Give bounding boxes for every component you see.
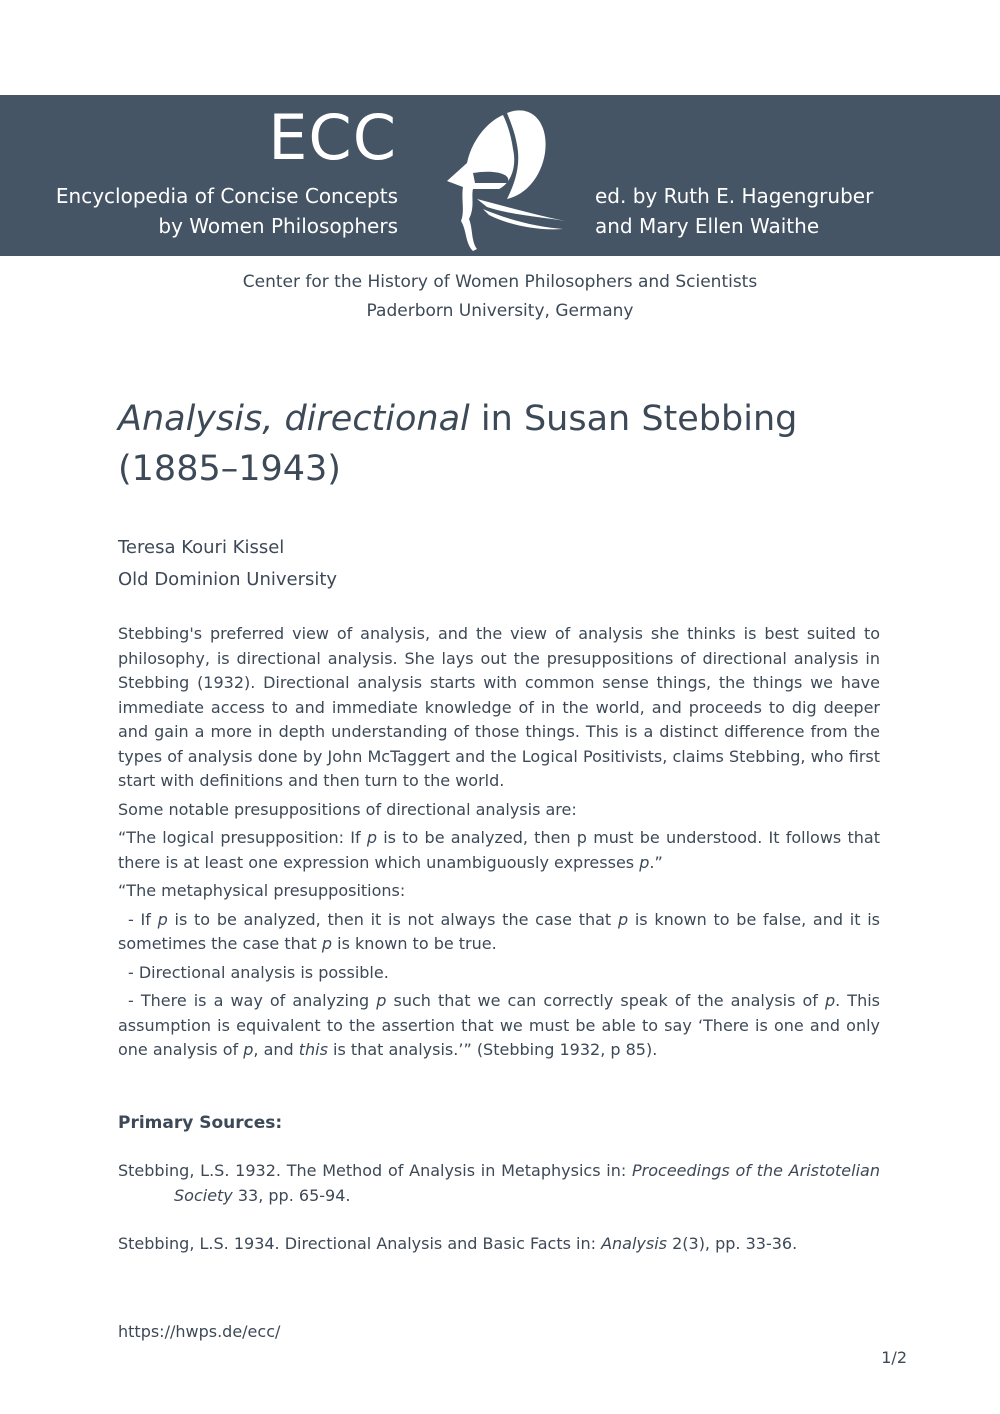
metaphysical-heading: “The metaphysical presuppositions:	[118, 881, 406, 900]
editors-line2: and Mary Ellen Waithe	[595, 214, 820, 238]
presupposition-item-2: - Directional analysis is possible.	[128, 962, 389, 982]
article-title-dates: (1885–1943)	[118, 449, 341, 489]
author-block	[118, 532, 337, 596]
editors-line1: ed. by Ruth E. Hagengruber	[595, 184, 874, 208]
presupposition-item-1: - If p is to be analyzed, then it is not always the case that p is known to be false, and it is sometimes the case that p is known to be true.	[118, 909, 881, 953]
page-number: 1/2	[881, 1348, 907, 1367]
primary-sources-heading: Primary Sources:	[118, 1113, 283, 1133]
athena-helmet-icon	[437, 103, 569, 253]
header-banner	[0, 95, 1000, 256]
source-entry-1: Stebbing, L.S. 1932. The Method of Analysis in Metaphysics in: Proceedings of the Aristotelian Society 33, pp. 65-94.	[118, 1161, 880, 1205]
institution-line1: Center for the History of Women Philosophers and Scientists	[242, 272, 758, 292]
encyclopedia-title-line1: Encyclopedia of Concise Concepts	[55, 184, 398, 208]
article-title-italic: Analysis, directional	[118, 399, 470, 439]
source-entry-2: Stebbing, L.S. 1934. Directional Analysis and Basic Facts in: Analysis 2(3), pp. 33-36.	[118, 1234, 798, 1253]
ecc-logo-text: ECC	[268, 101, 397, 174]
body-paragraph-2: Some notable presuppositions of directional analysis are:	[118, 799, 577, 819]
editors-credit	[595, 181, 873, 241]
encyclopedia-title-line2: by Women Philosophers	[158, 214, 398, 238]
encyclopedia-title	[56, 181, 398, 241]
institution-info	[0, 268, 1000, 326]
footer-url-link[interactable]: https://hwps.de/ecc/	[118, 1322, 281, 1341]
author-affiliation: Old Dominion University	[118, 569, 338, 590]
article-title-rest: in Susan Stebbing	[469, 399, 798, 439]
article-title	[118, 394, 898, 494]
body-paragraph-1: Stebbing's preferred view of analysis, and the view of analysis she thinks is best suited to philosophy, is directional analysis. She lays out the presuppositions of directional analysis in Stebbing (1932). Directional analysis starts with common sense things, the things we have immediate access to and immediate knowledge of in the world, and proceeds to dig deeper and gain a more in depth understanding of those things. This is a distinct difference from the types of analysis done by John McTaggert and the Logical Positivists, claims Stebbing, who first start with definitions and then turn to the world.	[118, 624, 880, 790]
author-name: Teresa Kouri Kissel	[118, 537, 285, 558]
institution-line2: Paderborn University, Germany	[366, 301, 634, 321]
presupposition-item-3: - There is a way of analyzing p such that we can correctly speak of the analysis of p. This assumption is equivalent to the assertion that we must be able to say ‘There is one and only one analysis of p, and this is that analysis.’” (Stebbing 1932, p 85).	[118, 991, 881, 1059]
logical-presupposition: “The logical presupposition: If p is to be analyzed, then p must be understood. It follows that there is at least one expression which unambiguously expresses p.”	[118, 828, 880, 872]
article-body	[118, 622, 880, 1067]
